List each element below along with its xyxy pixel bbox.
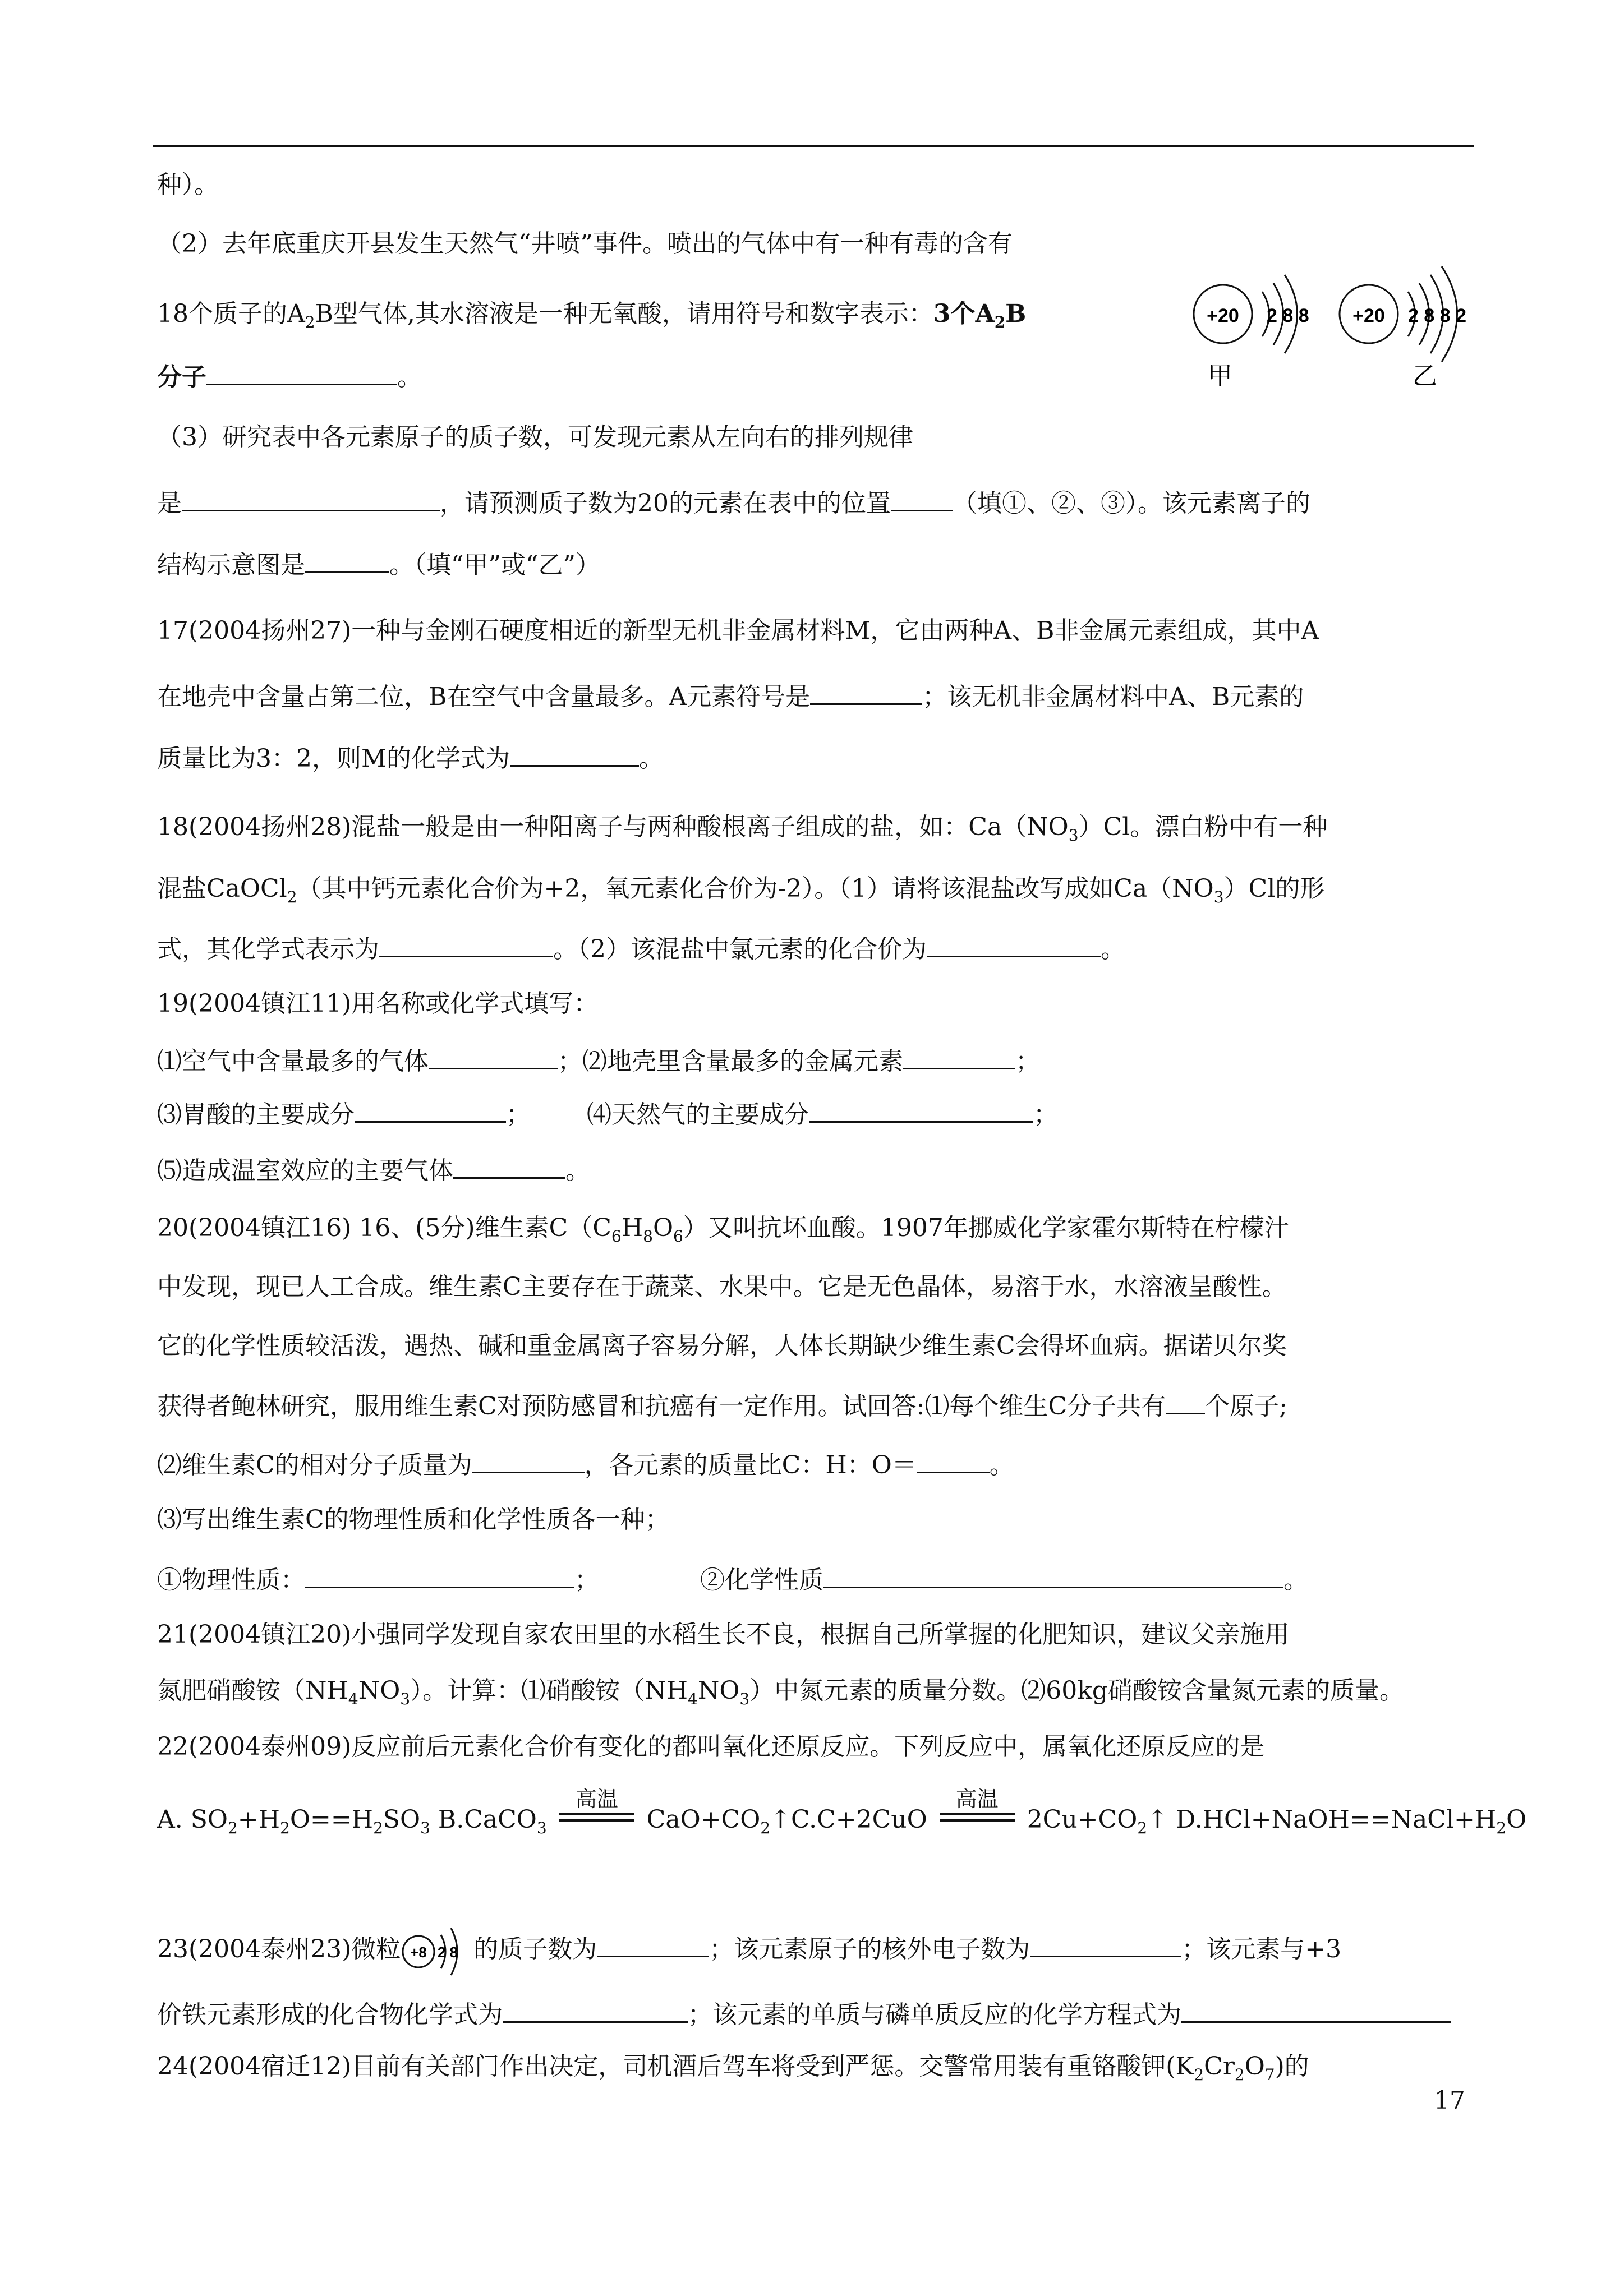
text-line: （3）研究表中各元素原子的质子数，可发现元素从左向右的排列规律	[157, 423, 913, 451]
answer-blank[interactable]	[903, 1043, 1015, 1069]
answer-blank[interactable]	[917, 1447, 990, 1473]
answer-blank[interactable]	[503, 1997, 688, 2023]
text-line: 质量比为3：2，则M的化学式为 。	[157, 740, 664, 776]
reaction-options: A. $SO_2+H_2O==H_2SO_3$ B.CaCO$_3$ 高温 $CaO+CO_2↑C.C+2CuO$ 高温 $2Cu+CO_2↑$ $D.HCl+NaOH==NaCl+H_2O$	[157, 1786, 1527, 1837]
text-line: 17(2004扬州27)一种与金刚石硬度相近的新型无机非金属材料M，它由两种A、B非金属元素组成，其中A	[157, 616, 1319, 645]
text-line: ⑶胃酸的主要成分 ； ⑷天然气的主要成分 ；	[157, 1096, 1058, 1132]
answer-blank[interactable]	[379, 931, 553, 957]
answer-blank[interactable]	[810, 679, 922, 705]
reaction-condition-high-temp: 高温	[555, 1805, 639, 1838]
answer-blank[interactable]	[429, 1043, 558, 1069]
diagram-label: 乙	[1413, 362, 1437, 390]
answer-blank[interactable]	[1166, 1388, 1205, 1414]
text-line: 是 ，请预测质子数为20的元素在表中的位置 （填①、②、③）。该元素离子的	[157, 485, 1310, 520]
text-line: 20(2004镇江16) 16、(5分)维生素$C(C_6H_8O_6)$又叫抗坏血酸。1907年挪威化学家霍尔斯特在柠檬汁	[157, 1214, 1289, 1246]
text-line: ⑸造成温室效应的主要气体 。	[157, 1152, 590, 1188]
diagram-jia	[1194, 275, 1309, 390]
answer-blank[interactable]	[927, 931, 1101, 957]
diagram-yi	[1340, 266, 1466, 390]
text-line: 它的化学性质较活泼，遇热、碱和重金属离子容易分解，人体长期缺少维生素C会得坏血病。据诺贝尔奖	[157, 1331, 1287, 1360]
text-line: 18个质子的$A_2B$型气体,其水溶液是一种无氧酸，请用符号和数字表示：3个$A_2B$	[157, 299, 1027, 331]
answer-blank[interactable]	[1181, 1997, 1451, 2023]
answer-blank[interactable]	[809, 1096, 1033, 1123]
text-line: 19(2004镇江11)用名称或化学式填写：	[157, 989, 599, 1018]
text-line: ⑴空气中含量最多的气体 ；⑵地壳里含量最多的金属元素 ；	[157, 1043, 1040, 1078]
text-line: ⑶写出维生素C的物理性质和化学性质各一种；	[157, 1505, 670, 1534]
answer-blank[interactable]	[206, 359, 397, 385]
answer-blank[interactable]	[1030, 1931, 1181, 1957]
text-line: 22(2004泰州09)反应前后元素化合价有变化的都叫氧化还原反应。下列反应中，属氧化还原反应的是	[157, 1732, 1265, 1761]
reaction-condition-high-temp: 高温	[935, 1805, 1019, 1838]
answer-blank[interactable]	[182, 485, 440, 511]
text-line: 氮肥硝酸铵$(NH_4NO_3)$。计算：⑴硝酸铵$(NH_4NO_3)$中氮元素的质量分数。⑵60kg硝酸铵含量氮元素的质量。	[157, 1676, 1405, 1708]
text-line: ⑵维生素C的相对分子质量为 ，各元素的质量比C：H：O＝ 。	[157, 1447, 1014, 1482]
shell-electrons: 2 8 8 2	[1408, 305, 1466, 326]
text-line: 中发现，现已人工合成。维生素C主要存在于蔬菜、水果中。它是无色晶体，易溶于水，水溶液呈酸性。	[157, 1273, 1287, 1301]
text-line: 21(2004镇江20)小强同学发现自家农田里的水稻生长不良，根据自己所掌握的化肥知识，建议父亲施用	[157, 1620, 1290, 1649]
text-line: 混盐CaOCl$_2$（其中钙元素化合价为+2，氧元素化合价为-2）。（1）请将该混盐改写成如$Ca(NO_3)Cl$的形	[157, 874, 1325, 906]
nucleus-label: +20	[1352, 305, 1385, 326]
text-line: 23(2004泰州23)微粒 +8 2 8 的质子数为 ；该元素原子的核外电子数为 ；该元素与+3	[157, 1929, 1341, 1980]
text-line: 在地壳中含量占第二位，B在空气中含量最多。A元素符号是 ；该无机非金属材料中A、B元素的	[157, 679, 1304, 714]
atom-structure-diagrams	[1178, 252, 1470, 398]
answer-blank[interactable]	[305, 547, 389, 573]
shell-electrons: 2 8 8	[1267, 305, 1309, 326]
answer-blank[interactable]	[305, 1562, 574, 1588]
header-rule	[153, 145, 1474, 147]
nucleus-label: +20	[1207, 305, 1239, 326]
text-line: ①物理性质： ； ②化学性质 。	[157, 1562, 1308, 1597]
nucleus-label: +8	[410, 1944, 427, 1961]
particle-structure-diagram	[401, 1929, 473, 1980]
text-line: 分子 。	[157, 359, 422, 394]
diagram-label: 甲	[1208, 362, 1232, 390]
answer-blank[interactable]	[355, 1096, 506, 1123]
answer-blank[interactable]	[472, 1447, 585, 1473]
text-line: （2）去年底重庆开县发生天然气“井喷”事件。喷出的气体中有一种有毒的含有	[157, 229, 1013, 258]
answer-blank[interactable]	[823, 1562, 1283, 1588]
text-line: 种）。	[157, 170, 219, 199]
shell-electrons: 2 8	[438, 1944, 458, 1961]
text-line: 价铁元素形成的化合物化学式为 ；该元素的单质与磷单质反应的化学方程式为	[157, 1997, 1451, 2032]
text-line: 结构示意图是 。（填“甲”或“乙”）	[157, 547, 600, 582]
text-line: 24(2004宿迁12)目前有关部门作出决定，司机酒后驾车将受到严惩。交警常用装有重铬酸钾$(K_2Cr_2O_7)$的	[157, 2052, 1309, 2084]
answer-blank[interactable]	[510, 740, 639, 767]
page-number: 17	[1434, 2086, 1465, 2115]
text-line: 18(2004扬州28)混盐一般是由一种阳离子与两种酸根离子组成的盐，如：$Ca(NO_3)Cl$。漂白粉中有一种	[157, 813, 1328, 845]
answer-blank[interactable]	[453, 1152, 565, 1179]
text-line: 获得者鲍林研究，服用维生素C对预防感冒和抗癌有一定作用。试回答:⑴每个维生C分子共有 个原子;	[157, 1388, 1287, 1423]
answer-blank[interactable]	[597, 1931, 709, 1957]
text-line: 式，其化学式表示为 。（2）该混盐中氯元素的化合价为 。	[157, 931, 1125, 966]
answer-blank[interactable]	[891, 485, 953, 511]
